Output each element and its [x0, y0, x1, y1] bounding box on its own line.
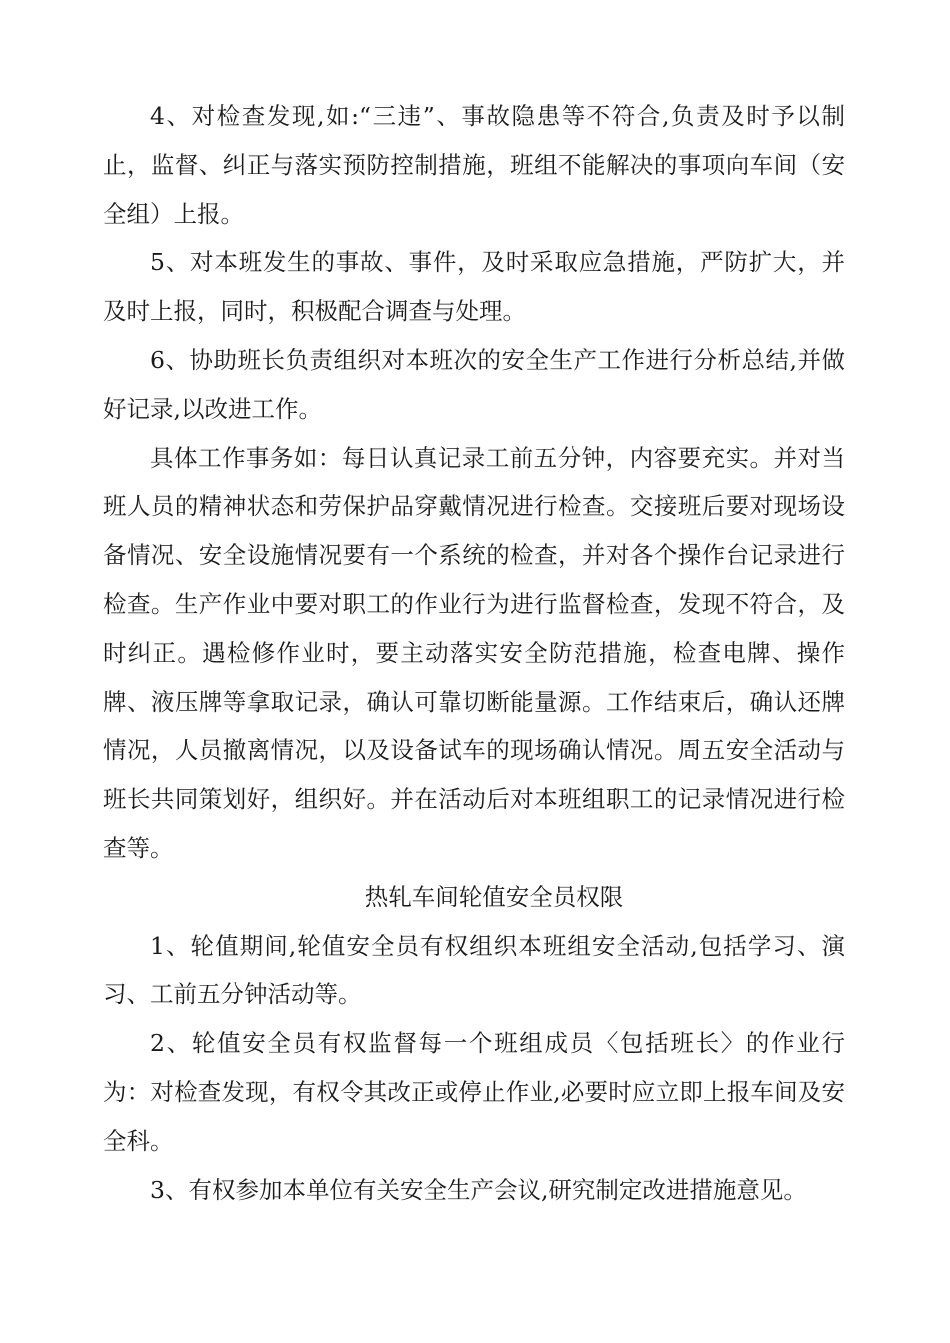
paragraph-item-5: 5、对本班发生的事故、事件，及时采取应急措施，严防扩大，并及时上报，同时，积极配合调查与处理。: [103, 248, 845, 326]
paragraph-item-6: 6、协助班长负责组织对本班次的安全生产工作进行分析总结,并做好记录,以改进工作。: [103, 345, 845, 423]
document-page: [103, 92, 845, 1214]
paragraph-work-details: 具体工作事务如：每日认真记录工前五分钟，内容要充实。并对当班人员的精神状态和劳保护品穿戴情况进行检查。交接班后要对现场设备情况、安全设施情况要有一个系统的检查，并对各个操作台记录进行检查。生产作业中要对职工的作业行为进行监督检查，发现不符合，及时纠正。遇检修作业时，要主动落实安全防范措施，检查电牌、操作牌、液压牌等拿取记录，确认可靠切断能量源。工作结束后，确认还牌情况，人员撤离情况，以及设备试车的现场确认情况。周五安全活动与班长共同策划好，组织好。并在活动后对本班组职工的记录情况进行检查等。: [103, 443, 845, 862]
paragraph-authority-1: 1、轮值期间,轮值安全员有权组织本班组安全活动,包括学习、演习、工前五分钟活动等。: [103, 931, 845, 1009]
paragraph-item-4: 4、对检查发现,如:“三违”、事故隐患等不符合,负责及时予以制止，监督、纠正与落实预防控制措施，班组不能解决的事项向车间（安全组）上报。: [103, 102, 845, 228]
paragraph-authority-3: 3、有权参加本单位有关安全生产会议,研究制定改进措施意见。: [150, 1175, 807, 1204]
section-heading: 热轧车间轮值安全员权限: [364, 882, 624, 911]
paragraph-authority-2: 2、轮值安全员有权监督每一个班组成员〈包括班长〉的作业行为：对检查发现，有权令其改正或停止作业,必要时应立即上报车间及安全科。: [103, 1029, 845, 1155]
